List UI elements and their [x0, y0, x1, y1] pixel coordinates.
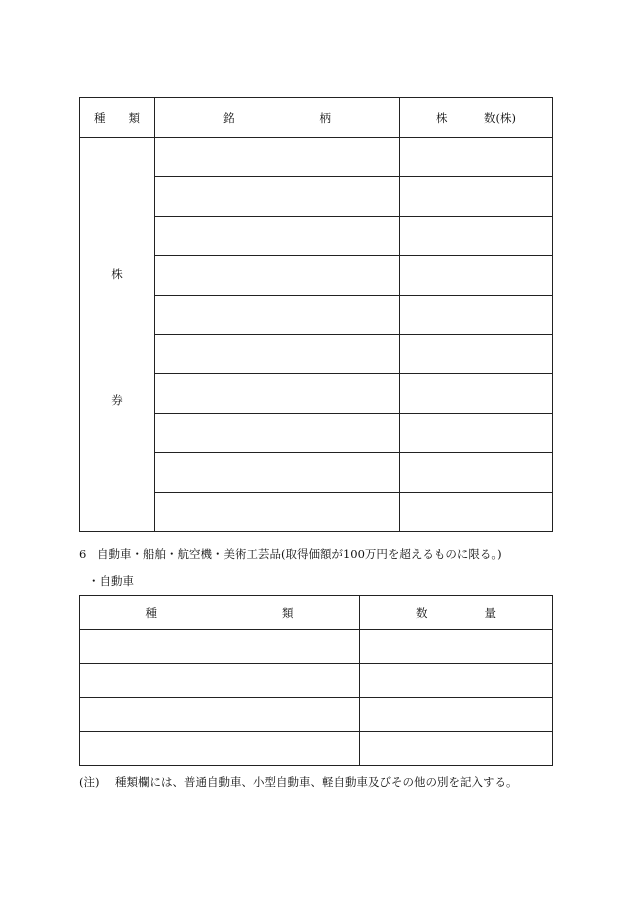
stock-header-name-char-1: 銘 [223, 110, 235, 125]
car-kind-cell[interactable] [80, 664, 360, 698]
stock-name-cell[interactable] [155, 413, 400, 452]
footnote [79, 774, 518, 790]
stock-qty-cell[interactable] [400, 138, 553, 177]
table-row [80, 664, 553, 698]
footnote-label: (注) [79, 775, 100, 789]
stock-name-cell[interactable] [155, 256, 400, 295]
stock-name-cell[interactable] [155, 216, 400, 255]
car-kind-cell[interactable] [80, 732, 360, 766]
stock-header-kind-char-1: 種 [94, 110, 106, 125]
section-title: 自動車・船舶・航空機・美術工芸品(取得価額が100万円を超えるものに限る。) [97, 547, 502, 561]
stock-table-header-row [80, 98, 553, 138]
car-header-qty-char-2: 量 [484, 605, 496, 620]
stock-kind-char-2: 券 [111, 393, 123, 407]
car-header-kind-char-2: 類 [282, 605, 294, 620]
car-kind-cell[interactable] [80, 630, 360, 664]
car-qty-cell[interactable] [360, 698, 553, 732]
stock-kind-char-1: 株 [111, 267, 123, 281]
stock-name-cell[interactable] [155, 138, 400, 177]
stock-name-cell[interactable] [155, 334, 400, 373]
stock-name-cell[interactable] [155, 453, 400, 492]
table-row [80, 138, 553, 177]
footnote-text: 種類欄には、普通自動車、小型自動車、軽自動車及びその他の別を記入する。 [115, 775, 518, 789]
car-kind-cell[interactable] [80, 698, 360, 732]
stock-name-cell[interactable] [155, 177, 400, 216]
table-row [80, 630, 553, 664]
stock-qty-cell[interactable] [400, 177, 553, 216]
car-qty-cell[interactable] [360, 630, 553, 664]
car-header-qty [360, 596, 553, 630]
stock-header-kind-char-2: 類 [128, 110, 140, 125]
section-subheading: ・自動車 [88, 574, 134, 588]
stock-header-name [155, 98, 400, 138]
stock-kind-cell [80, 138, 155, 532]
car-table-header-row [80, 596, 553, 630]
stock-name-cell[interactable] [155, 295, 400, 334]
table-row [80, 698, 553, 732]
stock-qty-cell[interactable] [400, 295, 553, 334]
stock-header-qty-part-2: 数(株) [484, 110, 516, 125]
stock-header-name-char-2: 柄 [319, 110, 331, 125]
stock-name-cell[interactable] [155, 374, 400, 413]
car-header-qty-char-1: 数 [416, 605, 428, 620]
stock-header-qty-part-1: 株 [436, 110, 448, 125]
stock-name-cell[interactable] [155, 492, 400, 531]
stock-table [79, 97, 553, 532]
stock-qty-cell[interactable] [400, 256, 553, 295]
car-qty-cell[interactable] [360, 732, 553, 766]
car-table [79, 595, 553, 766]
stock-qty-cell[interactable] [400, 413, 553, 452]
stock-qty-cell[interactable] [400, 374, 553, 413]
car-header-kind-char-1: 種 [145, 605, 157, 620]
stock-qty-cell[interactable] [400, 334, 553, 373]
stock-header-kind [80, 98, 155, 138]
stock-qty-cell[interactable] [400, 453, 553, 492]
car-qty-cell[interactable] [360, 664, 553, 698]
table-row [80, 732, 553, 766]
car-header-kind [80, 596, 360, 630]
section-heading [79, 546, 502, 562]
section-number: 6 [79, 547, 87, 561]
stock-qty-cell[interactable] [400, 492, 553, 531]
stock-header-qty [400, 98, 553, 138]
stock-qty-cell[interactable] [400, 216, 553, 255]
